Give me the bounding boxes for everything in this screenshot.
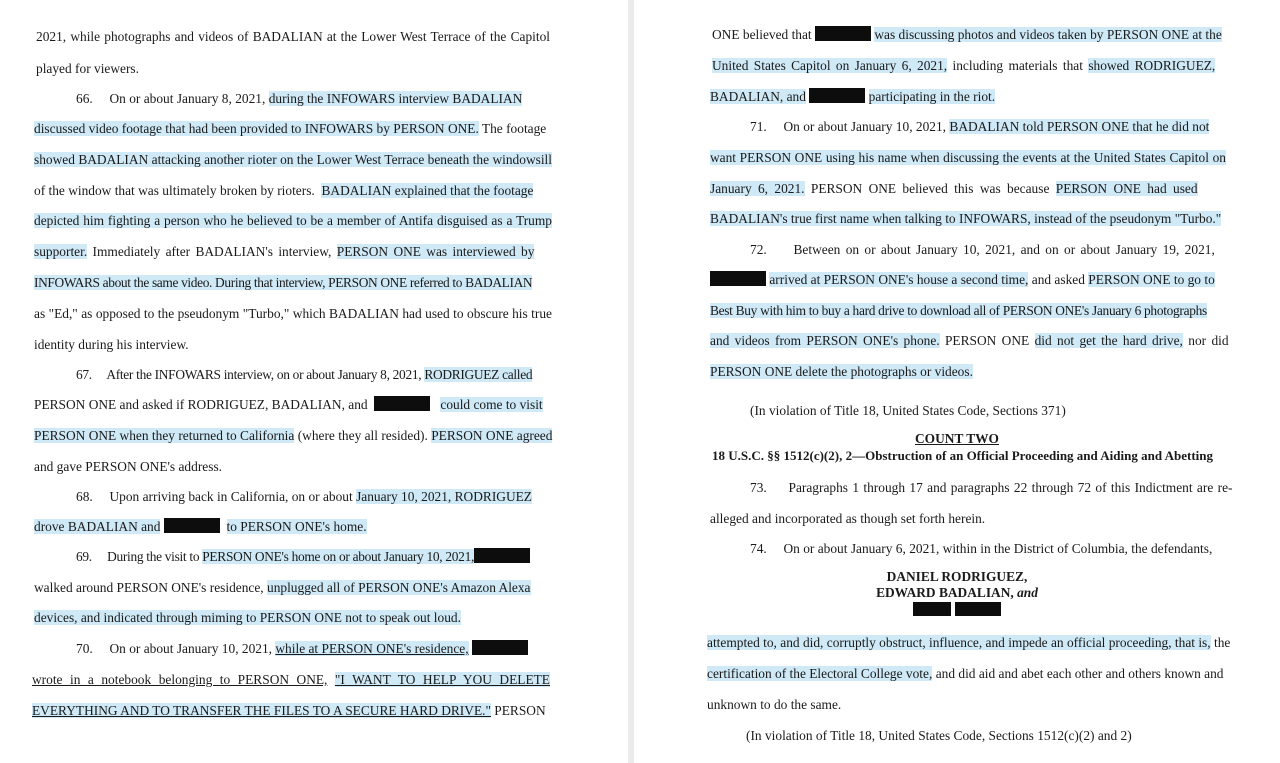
paragraph-70-line: 70. On or about January 10, 2021, while at PERSON ONE's residence, xyxy=(76,638,528,660)
right-document-page xyxy=(634,0,1280,763)
highlighted-text: during the INFOWARS interview BADALIAN xyxy=(268,91,523,106)
paragraph-68-line: 68. Upon arriving back in California, on or about January 10, 2021, RODRIGUEZ xyxy=(76,489,532,504)
redaction-block xyxy=(472,640,528,655)
redaction-block xyxy=(955,602,1001,616)
highlighted-text: RODRIGUEZ called xyxy=(424,367,533,382)
text-line xyxy=(710,86,995,108)
highlighted-text: depicted him fighting a person who he believed to be a member of Antifa disguised as a Trump xyxy=(34,213,552,228)
underlined-highlighted-text: EVERYTHING AND TO TRANSFER THE FILES TO A SECURE HARD DRIVE." xyxy=(32,703,491,718)
highlighted-text: unplugged all of PERSON ONE's Amazon Alexa xyxy=(267,580,531,595)
text-line: discussed video footage that had been provided to INFOWARS by PERSON ONE. The footage xyxy=(34,121,547,136)
redaction-block xyxy=(374,396,430,411)
highlighted-text: BADALIAN, and xyxy=(710,89,806,104)
text-line: PERSON ONE and asked if RODRIGUEZ, BADALIAN, and could come to visit xyxy=(34,397,543,412)
highlighted-text: did not get the hard drive, xyxy=(1034,333,1183,348)
paragraph-71-line: 71. On or about January 10, 2021, BADALIAN told PERSON ONE that he did not xyxy=(750,119,1210,134)
text-line: identity during his interview. xyxy=(34,337,189,352)
highlighted-text: want PERSON ONE using his name when discussing the events at the United States Capitol on xyxy=(710,150,1226,165)
text-line: PERSON ONE when they returned to California (where they all resided). PERSON ONE agreed xyxy=(34,428,553,443)
highlighted-text: Best Buy with him to buy a hard drive to download all of PERSON ONE's January 6 photographs xyxy=(710,303,1207,318)
defendant-name: DANIEL RODRIGUEZ, xyxy=(886,569,1028,584)
text-line xyxy=(34,149,552,171)
redaction-block xyxy=(809,88,865,103)
highlighted-text: devices, and indicated through miming to PERSON ONE not to speak out loud. xyxy=(34,610,461,625)
highlighted-text: BADALIAN explained that the footage xyxy=(321,183,534,198)
redaction-block xyxy=(913,602,951,616)
text-line: (In violation of Title 18, United States Code, Sections 371) xyxy=(750,403,1066,418)
highlighted-text: January 10, 2021, RODRIGUEZ xyxy=(356,489,532,504)
highlighted-text: drove BADALIAN and xyxy=(34,519,161,534)
highlighted-text: supporter. xyxy=(34,244,88,259)
text-line xyxy=(34,210,552,232)
text-line xyxy=(710,361,973,383)
defendant-name: EDWARD BADALIAN, and xyxy=(876,585,1038,600)
highlighted-text: certification of the Electoral College vote, xyxy=(707,666,933,681)
highlighted-text: showed RODRIGUEZ, xyxy=(1088,58,1216,73)
text-line: alleged and incorporated as though set forth herein. xyxy=(710,511,986,526)
text-line xyxy=(34,272,532,294)
highlighted-text: BADALIAN told PERSON ONE that he did not xyxy=(949,119,1210,134)
highlighted-text: to PERSON ONE's home. xyxy=(226,519,367,534)
text-line xyxy=(34,516,367,538)
text-line: and videos from PERSON ONE's phone. PERSON ONE did not get the hard drive, nor did xyxy=(710,333,1229,348)
statute-heading: 18 U.S.C. §§ 1512(c)(2), 2—Obstruction of an Official Proceeding and Aiding and Abetting xyxy=(712,448,1214,463)
text-line: as "Ed," as opposed to the pseudonym "Turbo," which BADALIAN had used to obscure his true xyxy=(34,306,552,321)
paragraph-67-line: 67. After the INFOWARS interview, on or about January 8, 2021, RODRIGUEZ called xyxy=(76,367,533,382)
text-line: played for viewers. xyxy=(36,61,139,76)
count-heading: COUNT TWO xyxy=(915,431,999,446)
redaction-block xyxy=(474,548,530,563)
highlighted-text: and videos from PERSON ONE's phone. xyxy=(710,333,940,348)
highlighted-text: PERSON ONE agreed xyxy=(431,428,553,443)
highlighted-text: was discussing photos and videos taken by PERSON ONE at the xyxy=(874,27,1222,42)
highlighted-text: BADALIAN's true first name when talking to INFOWARS, instead of the pseudonym "Turbo." xyxy=(710,211,1222,226)
highlighted-text: showed BADALIAN attacking another rioter on the Lower West Terrace beneath the windowsill xyxy=(34,152,552,167)
highlighted-text: arrived at PERSON ONE's house a second time, xyxy=(769,272,1029,287)
text-line xyxy=(710,147,1226,169)
text-line xyxy=(34,607,461,629)
redacted-defendant-name xyxy=(634,601,1280,619)
text-line: attempted to, and did, corruptly obstruct, influence, and impede an official proceeding, that is, the xyxy=(707,635,1231,650)
highlighted-text: PERSON ONE delete the photographs or videos. xyxy=(710,364,973,379)
highlighted-text: discussed video footage that had been provided to INFOWARS by PERSON ONE. xyxy=(34,121,479,136)
paragraph-69-line: 69. During the visit to PERSON ONE's home on or about January 10, 2021, xyxy=(76,546,530,568)
text-line: supporter. Immediately after BADALIAN's interview, PERSON ONE was interviewed by xyxy=(34,244,535,259)
text-line: (In violation of Title 18, United States Code, Sections 1512(c)(2) and 2) xyxy=(746,728,1132,743)
highlighted-text: January 6, 2021. xyxy=(710,181,805,196)
underlined-highlighted-text: "I WANT TO HELP YOU DELETE xyxy=(334,672,550,687)
redaction-block xyxy=(710,271,766,286)
text-line: and gave PERSON ONE's address. xyxy=(34,459,222,474)
underlined-highlighted-text: while at PERSON ONE's residence, xyxy=(275,641,469,656)
highlighted-text: PERSON ONE to go to xyxy=(1088,272,1215,287)
text-line: January 6, 2021. PERSON ONE believed this was because PERSON ONE had used xyxy=(710,181,1198,196)
text-line xyxy=(710,208,1221,230)
text-line: of the window that was ultimately broken by rioters. BADALIAN explained that the footage xyxy=(34,183,534,198)
paragraph-73-line: 73. Paragraphs 1 through 17 and paragraphs 22 through 72 of this Indictment are re- xyxy=(750,480,1233,495)
text-line: ONE believed that was discussing photos and videos taken by PERSON ONE at the xyxy=(712,27,1222,42)
highlighted-text: PERSON ONE's home on or about January 10, 2021, xyxy=(202,549,475,564)
text-line: arrived at PERSON ONE's house a second time, and asked PERSON ONE to go to xyxy=(710,269,1215,291)
text-line xyxy=(710,300,1207,322)
paragraph-72-line: 72. Between on or about January 10, 2021, and on or about January 19, 2021, xyxy=(750,242,1215,257)
redaction-block xyxy=(815,26,871,41)
text-line: wrote in a notebook belonging to PERSON ONE, "I WANT TO HELP YOU DELETE xyxy=(32,672,550,687)
highlighted-text: PERSON ONE had used xyxy=(1055,181,1198,196)
highlighted-text: INFOWARS about the same video. During that interview, PERSON ONE referred to BADALIAN xyxy=(34,275,533,290)
highlighted-text: could come to visit xyxy=(440,397,543,412)
left-document-page xyxy=(0,0,628,763)
text-line: 2021, while photographs and videos of BADALIAN at the Lower West Terrace of the Capitol xyxy=(36,29,550,44)
highlighted-text: United States Capitol on January 6, 2021, xyxy=(712,58,948,73)
text-line: EVERYTHING AND TO TRANSFER THE FILES TO A SECURE HARD DRIVE." PERSON xyxy=(32,703,546,718)
redaction-block xyxy=(164,518,220,533)
highlighted-text: PERSON ONE when they returned to California xyxy=(34,428,295,443)
text-line: certification of the Electoral College vote, and did aid and abet each other and others known and xyxy=(707,666,1224,681)
paragraph-66-line: 66. On or about January 8, 2021, during the INFOWARS interview BADALIAN xyxy=(76,91,523,106)
text-line: United States Capitol on January 6, 2021, including materials that showed RODRIGUEZ, xyxy=(712,58,1216,73)
text-line: walked around PERSON ONE's residence, unplugged all of PERSON ONE's Amazon Alexa xyxy=(34,580,531,595)
text-line: unknown to do the same. xyxy=(707,697,842,712)
highlighted-text: PERSON ONE was interviewed by xyxy=(336,244,535,259)
paragraph-74-line: 74. On or about January 6, 2021, within in the District of Columbia, the defendants, xyxy=(750,541,1213,556)
highlighted-text: participating in the riot. xyxy=(868,89,996,104)
highlighted-text: attempted to, and did, corruptly obstruct, influence, and impede an official proceeding, that is, xyxy=(707,635,1211,650)
